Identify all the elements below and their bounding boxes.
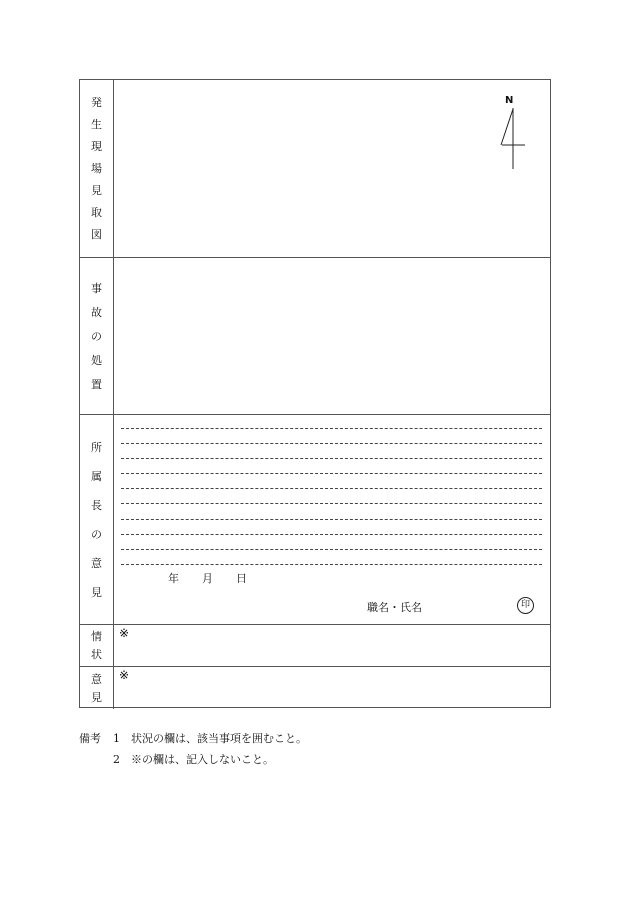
label-char: 現 (91, 140, 102, 153)
writing-line (121, 443, 542, 444)
label-char: 所 (91, 440, 102, 454)
label-char: 見 (91, 690, 102, 704)
writing-line (121, 564, 542, 565)
label-char: 事 (91, 281, 102, 295)
opinion-label (80, 415, 114, 624)
comment-label (80, 667, 114, 709)
disposal-area[interactable] (114, 258, 550, 414)
report-form (79, 79, 551, 708)
seal-mark: 印 (517, 597, 534, 614)
label-char: の (91, 527, 102, 541)
signer-label: 職名・氏名 (367, 601, 422, 614)
label-char: の (91, 329, 102, 343)
reference-mark: ※ (119, 626, 130, 640)
site-sketch-area[interactable] (114, 80, 550, 257)
site-sketch-label (80, 80, 114, 257)
writing-line (121, 549, 542, 550)
north-arrow-icon (498, 95, 528, 175)
reference-mark: ※ (119, 668, 130, 682)
label-char: 意 (91, 556, 102, 570)
label-char: 見 (91, 184, 102, 197)
comment-row (80, 667, 550, 709)
disposal-label (80, 258, 114, 414)
label-char: 属 (91, 469, 102, 483)
remarks-heading: 備考 (79, 732, 101, 745)
status-label (80, 625, 114, 666)
label-char: 見 (91, 585, 102, 599)
opinion-row (80, 415, 550, 625)
label-char: 発 (91, 96, 102, 109)
writing-line (121, 458, 542, 459)
remarks-number: 2 (113, 753, 120, 766)
disposal-row (80, 258, 550, 415)
label-char: 取 (91, 206, 102, 219)
year-label: 年 (168, 572, 179, 585)
label-char: 故 (91, 305, 102, 319)
day-label: 日 (236, 572, 247, 585)
label-char: 生 (91, 118, 102, 131)
writing-line (121, 519, 542, 520)
label-char: 状 (91, 648, 102, 661)
label-char: 情 (91, 630, 102, 643)
label-char: 置 (91, 377, 102, 391)
writing-line (121, 534, 542, 535)
date-field[interactable] (168, 570, 247, 586)
status-area[interactable] (114, 625, 550, 666)
label-char: 処 (91, 353, 102, 367)
writing-line (121, 503, 542, 504)
remarks-text: ※の欄は、記入しないこと。 (131, 753, 274, 766)
label-char: 場 (91, 162, 102, 175)
month-label: 月 (202, 572, 213, 585)
status-row (80, 625, 550, 667)
label-char: 図 (91, 228, 102, 241)
label-char: 意 (91, 672, 102, 686)
site-sketch-row (80, 80, 550, 258)
opinion-area[interactable] (114, 415, 550, 624)
writing-line (121, 488, 542, 489)
north-letter: N (505, 95, 514, 106)
comment-area[interactable] (114, 667, 550, 709)
writing-line (121, 428, 542, 429)
label-char: 長 (91, 498, 102, 512)
writing-line (121, 473, 542, 474)
remarks-number: 1 (113, 732, 120, 745)
remarks-text: 状況の欄は、該当事項を囲むこと。 (131, 732, 307, 745)
